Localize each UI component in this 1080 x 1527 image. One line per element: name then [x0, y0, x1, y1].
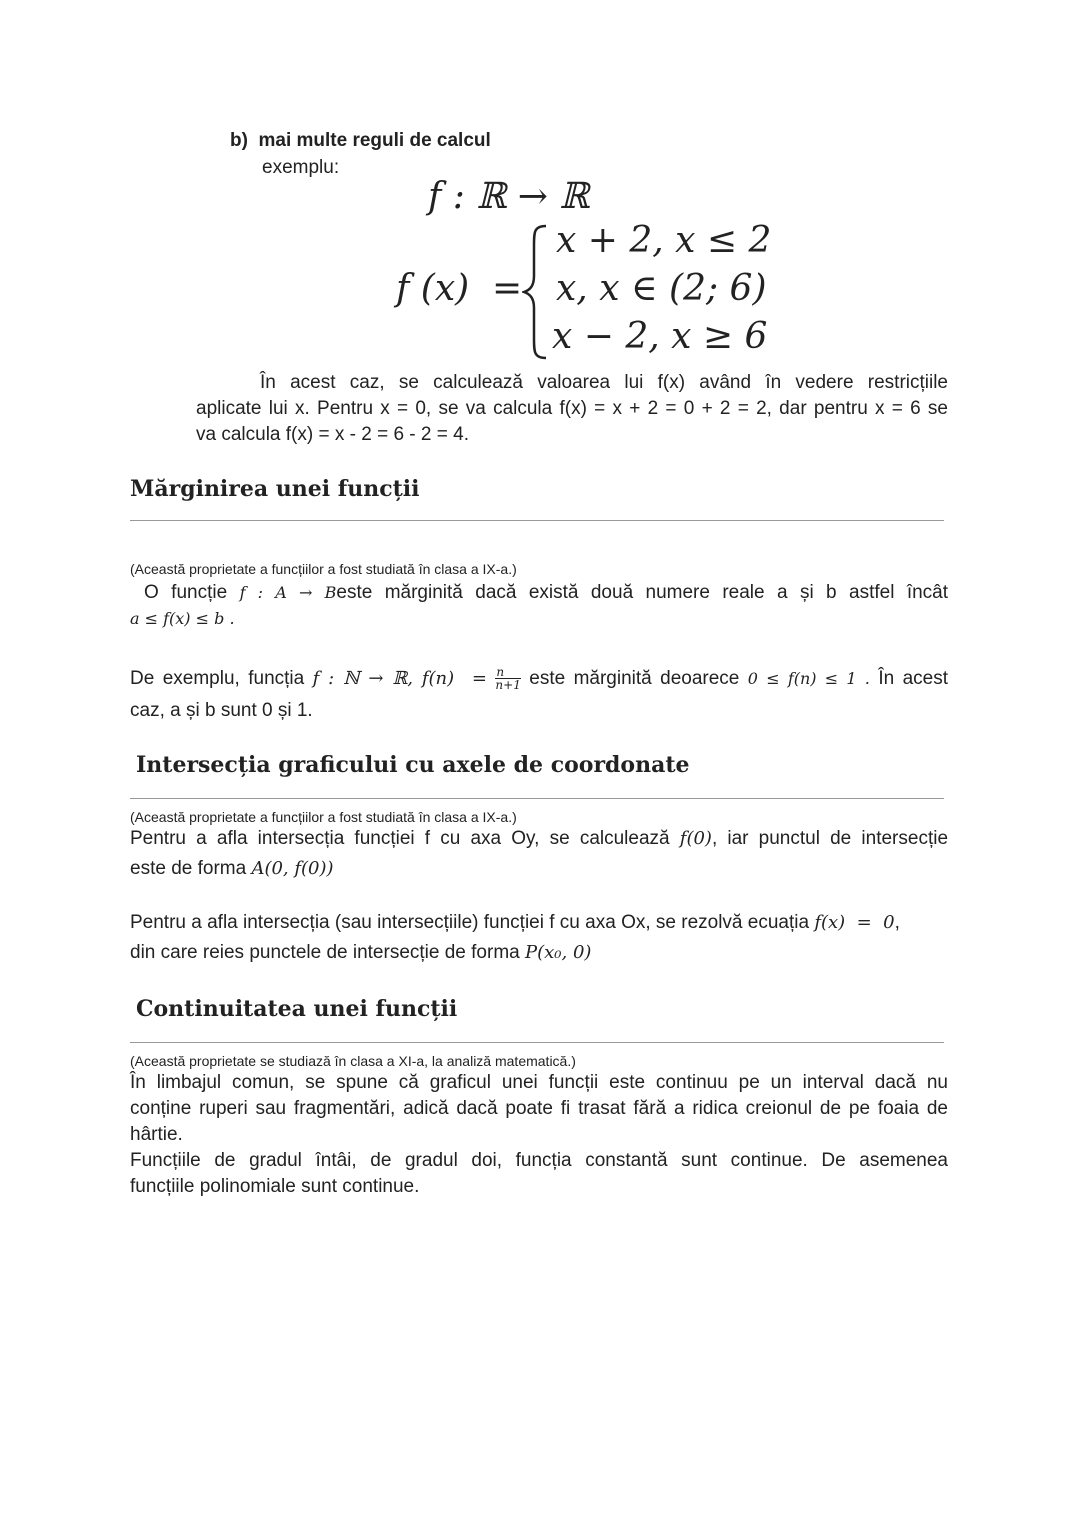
divider	[130, 1042, 944, 1043]
formula-lhs: f (x) =	[396, 268, 523, 309]
part-b-paragraph	[196, 370, 948, 448]
intersection-oy	[130, 826, 948, 882]
example-inequality: 0 ≤ f(n) ≤ 1 .	[747, 669, 870, 688]
oy-point: A(0, f(0))	[251, 858, 334, 879]
example-label: exemplu:	[262, 157, 340, 178]
fraction-numerator: n	[495, 666, 520, 679]
paragraph-line: hârtie.	[130, 1124, 183, 1145]
fraction-denominator: n+1	[495, 678, 521, 693]
def-text: O funcție	[144, 582, 228, 603]
example-text: este mărginită deoarece	[529, 668, 740, 689]
section-title-continuity: Continuitatea unei funcții	[136, 996, 458, 1022]
formula-domain: f : ℝ → ℝ	[428, 176, 590, 217]
paragraph-line: aplicate lui x. Pentru x = 0, se va calcula f(x) = x + 2 = 0 + 2 = 2, dar pentru x = 6 se	[196, 398, 948, 419]
example-text: De exemplu, funcția	[130, 668, 305, 689]
ox-text: din care reies punctele de intersecție de forma	[130, 942, 520, 963]
paragraph-line: va calcula f(x) = x - 2 = 6 - 2 = 4.	[196, 424, 469, 445]
example-fraction	[495, 666, 520, 691]
ox-text: ,	[894, 912, 900, 933]
case-2: x, x ∈ (2; 6)	[556, 268, 767, 309]
def-math: f : A → B	[239, 583, 337, 602]
paragraph-line: Funcțiile de gradul întâi, de gradul doi, funcția constantă sunt continue. De asemenea	[130, 1150, 948, 1171]
def-text: este mărginită dacă există două numere reale a și b astfel încât	[336, 582, 949, 603]
paragraph-line: funcțiile polinomiale sunt continue.	[130, 1176, 420, 1197]
case-3: x − 2, x ≥ 6	[552, 316, 768, 357]
intersection-ox	[130, 910, 948, 966]
case-1: x + 2, x ≤ 2	[556, 220, 772, 261]
divider	[130, 520, 944, 521]
oy-text: Pentru a afla intersecția funcției f cu axa Oy, se calculează	[130, 828, 670, 849]
example-math: f : ℕ → ℝ, f(n) =	[312, 668, 487, 689]
paragraph-line: În limbajul comun, se spune că graficul unei funcții este continuu pe un interval dacă nu	[130, 1072, 948, 1093]
ox-equation: f(x) = 0	[814, 912, 895, 933]
example-line: caz, a și b sunt 0 și 1.	[130, 700, 313, 721]
part-b-heading: b) mai multe reguli de calcul	[230, 130, 491, 151]
ox-point: P(x₀, 0)	[525, 942, 592, 963]
oy-text: este de forma	[130, 858, 247, 879]
section-note: (Această proprietate se studiază în clasa a XI-a, la analiză matematică.)	[130, 1053, 576, 1069]
bounded-definition	[130, 580, 948, 632]
continuity-paragraph	[130, 1070, 948, 1200]
paragraph-line: În acest caz, se calculează valoarea lui f(x) având în vedere restricțiile	[260, 372, 948, 393]
def-inequality: a ≤ f(x) ≤ b .	[130, 609, 235, 628]
piecewise-brace	[522, 222, 552, 362]
oy-math: f(0)	[679, 828, 712, 849]
oy-text: , iar punctul de intersecție	[711, 828, 949, 849]
section-note: (Această proprietate a funcțiilor a fost studiată în clasa a IX-a.)	[130, 809, 517, 825]
paragraph-line: conține ruperi sau fragmentări, adică dacă poate fi trasat fără a ridica creionul de pe foaia de	[130, 1098, 948, 1119]
ox-text: Pentru a afla intersecția (sau intersecțiile) funcției f cu axa Ox, se rezolvă ecuația	[130, 912, 810, 933]
section-title-bounded: Mărginirea unei funcții	[130, 476, 420, 502]
divider	[130, 798, 944, 799]
bounded-example	[130, 666, 948, 724]
section-note: (Această proprietate a funcțiilor a fost studiată în clasa a IX-a.)	[130, 561, 517, 577]
section-title-intersection: Intersecția graficului cu axele de coordonate	[136, 752, 690, 778]
example-text: În acest	[878, 668, 949, 689]
